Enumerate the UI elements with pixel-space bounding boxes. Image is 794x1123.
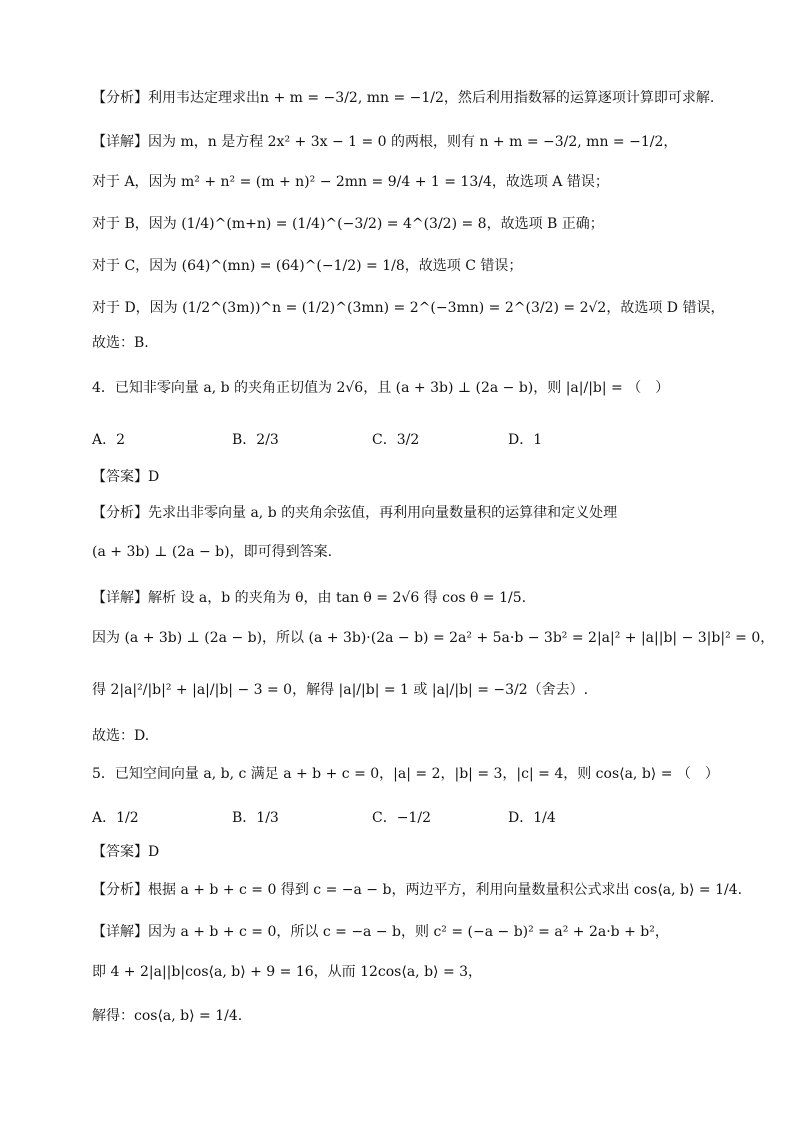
- q4-detail-line-1: 【详解】解析 设 a，b 的夹角为 θ，由 tan θ = 2√6 得 cos θ = 1/5.: [92, 590, 527, 606]
- q5-detail-line-2: 即 4 + 2|a||b|cos⟨a, b⟩ + 9 = 16，从而 12cos⟨a, b⟩ = 3，: [92, 964, 483, 980]
- q5-detail-line-3: 解得：cos⟨a, b⟩ = 1/4.: [92, 1008, 243, 1024]
- q4-analysis-line-2: (a + 3b) ⊥ (2a − b)，即可得到答案.: [92, 544, 333, 560]
- q4-option-a: A．2: [92, 432, 126, 448]
- q3-choice: 故选：B.: [92, 335, 149, 351]
- q5-option-c: C．−1/2: [372, 810, 431, 826]
- q5-detail-line-1: 【详解】因为 a + b + c = 0，所以 c = −a − b，则 c² = (−a − b)² = a² + 2a·b + b²，: [92, 924, 669, 940]
- q4-detail-line-2: 因为 (a + 3b) ⊥ (2a − b)，所以 (a + 3b)·(2a − b) = 2a² + 5a·b − 3b² = 2|a|² + |a||b| − 3|b|² = 0，: [92, 630, 775, 646]
- q3-option-a-explanation: 对于 A，因为 m² + n² = (m + n)² − 2mn = 9/4 + 1 = 13/4，故选项 A 错误；: [92, 174, 609, 190]
- q5-answer: 【答案】D: [92, 844, 160, 860]
- q4-analysis-line-1: 【分析】先求出非零向量 a, b 的夹角余弦值，再利用向量数量积的运算律和定义处理: [92, 505, 618, 521]
- q5-option-b: B．1/3: [232, 810, 279, 826]
- q4-answer: 【答案】D: [92, 469, 160, 485]
- q4-option-d: D．1: [508, 432, 543, 448]
- q5-stem: 5．已知空间向量 a, b, c 满足 a + b + c = 0，|a| = 2，|b| = 3，|c| = 4，则 cos⟨a, b⟩ = （ ）: [92, 766, 719, 782]
- q3-option-d-explanation: 对于 D，因为 (1/2^(3m))^n = (1/2)^(3mn) = 2^(−3mn) = 2^(3/2) = 2√2，故选项 D 错误，: [92, 300, 725, 316]
- q4-detail-line-3: 得 2|a|²/|b|² + |a|/|b| − 3 = 0，解得 |a|/|b| = 1 或 |a|/|b| = −3/2（舍去）.: [92, 682, 589, 698]
- q5-option-a: A．1/2: [92, 810, 139, 826]
- q4-choice: 故选：D.: [92, 728, 150, 744]
- q3-option-b-explanation: 对于 B，因为 (1/4)^(m+n) = (1/4)^(−3/2) = 4^(3/2) = 8，故选项 B 正确；: [92, 216, 604, 232]
- q5-option-d: D．1/4: [508, 810, 556, 826]
- q3-analysis: 【分析】利用韦达定理求出n + m = −3/2, mn = −1/2，然后利用指数幂的运算逐项计算即可求解.: [92, 90, 715, 106]
- q3-detail: 【详解】因为 m，n 是方程 2x² + 3x − 1 = 0 的两根，则有 n + m = −3/2, mn = −1/2，: [92, 134, 678, 150]
- q3-option-c-explanation: 对于 C，因为 (64)^(mn) = (64)^(−1/2) = 1/8，故选项 C 错误；: [92, 258, 523, 274]
- q4-stem: 4．已知非零向量 a, b 的夹角正切值为 2√6，且 (a + 3b) ⊥ (2a − b)，则 |a|/|b| = （ ）: [92, 380, 670, 396]
- q4-option-c: C．3/2: [372, 432, 420, 448]
- q5-analysis: 【分析】根据 a + b + c = 0 得到 c = −a − b，两边平方，利用向量数量积公式求出 cos⟨a, b⟩ = 1/4.: [92, 882, 743, 898]
- q4-option-b: B．2/3: [232, 432, 279, 448]
